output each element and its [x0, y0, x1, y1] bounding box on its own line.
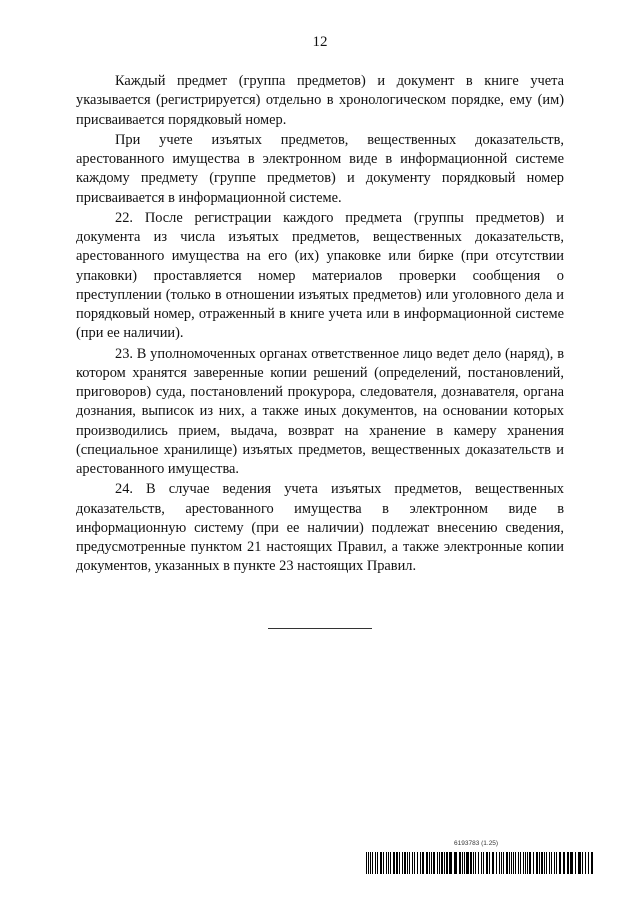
paragraph-item-22: 22. После регистрации каждого предмета (группы предметов) и документа из числа изъятых предметов, вещественных доказательств, арестованного имущества на его (их) упаковке или бирке (при отсутствии упаковки) проставляется номер материалов проверки сообщения о преступлении (только в отношении изъятых предметов) или уголовного дела и порядковый номер, отраженный в книге учета или в информационной системе (при ее наличии).	[76, 209, 564, 342]
document-code: 6193783 (1.25)	[454, 840, 499, 847]
paragraph-item-24: 24. В случае ведения учета изъятых предметов, вещественных доказательств, арестованного имущества в электронном виде в информационную систему (при ее наличии) подлежат внесению сведения, предусмотренные пунктом 21 настоящих Правил, а также электронные копии документов, указанных в пункте 23 настоящих Правил.	[76, 481, 564, 575]
page-number: 12	[312, 34, 328, 50]
paragraph-item-23: 23. В уполномоченных органах ответственное лицо ведет дело (наряд), в котором хранятся заверенные копии решений (определений, постановлений, приговоров) суда, постановлений прокурора, следователя, дознавателя, органа дознания, выписок из них, а также иных документов, на основании которых производились прием, выдача, возврат на хранение в камеру хранения (специальное хранилище) изъятых предметов, вещественных доказательств и арестованного имущества.	[76, 345, 564, 477]
paragraph: Каждый предмет (группа предметов) и документ в книге учета указывается (регистрируется) отдельно в хронологическом порядке, ему (им) присваивается порядковый номер.	[76, 73, 564, 128]
barcode	[366, 852, 593, 874]
end-divider	[268, 628, 372, 629]
paragraph: При учете изъятых предметов, вещественных доказательств, арестованного имущества в электронном виде в информационной системе каждому предмету (группе предметов) и документу порядковый номер присваивается в информационной системе.	[76, 131, 564, 206]
document-body	[76, 72, 564, 578]
